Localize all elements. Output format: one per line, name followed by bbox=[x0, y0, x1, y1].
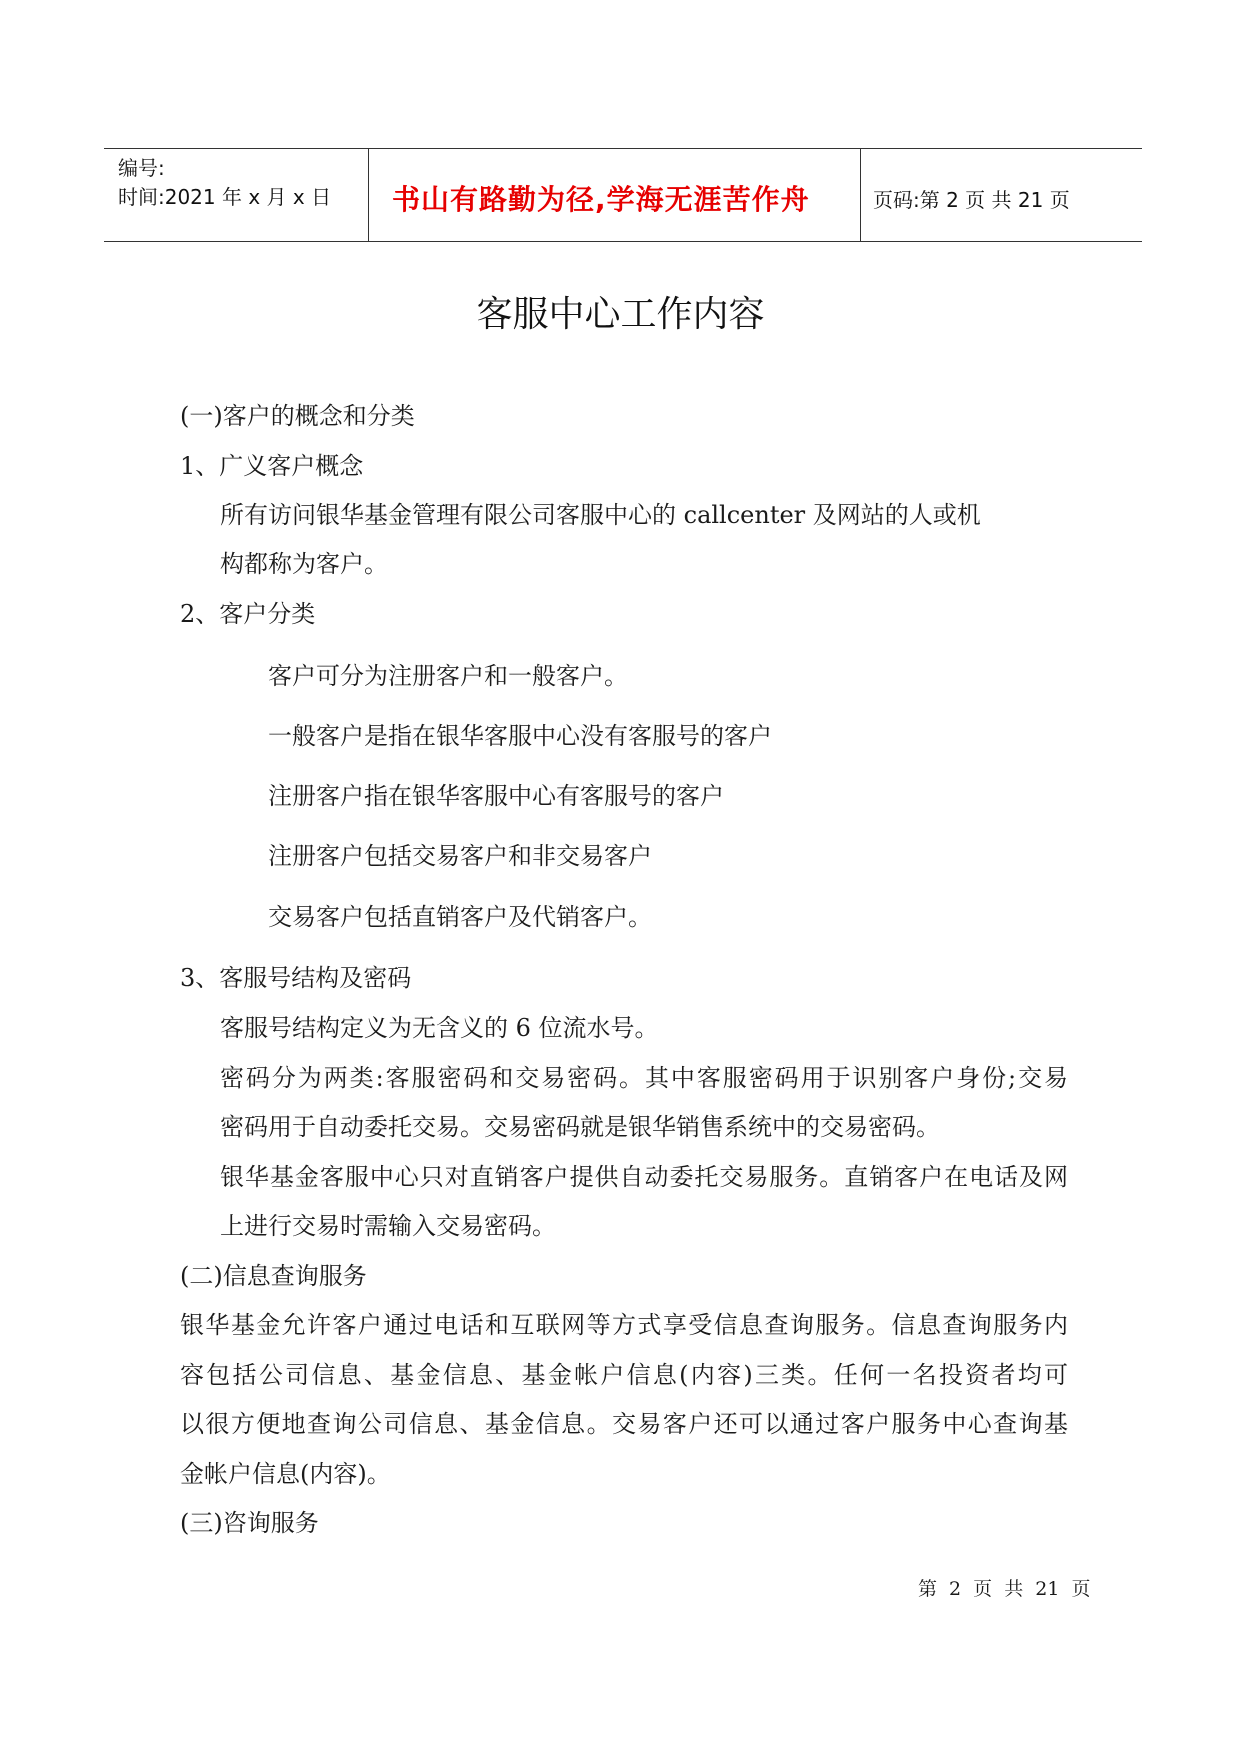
header-divider-right bbox=[860, 148, 861, 241]
header-page-label: 页码:第 2 页 共 21 页 bbox=[873, 188, 1070, 212]
header-divider-left bbox=[368, 148, 369, 241]
list-item: 一般客户是指在银华客服中心没有客服号的客户 bbox=[268, 722, 772, 750]
list-item: 客户可分为注册客户和一般客户。 bbox=[268, 662, 628, 690]
header-bottom-rule bbox=[104, 241, 1142, 242]
section-heading: (一)客户的概念和分类 bbox=[180, 402, 415, 430]
list-item: 注册客户指在银华客服中心有客服号的客户 bbox=[268, 782, 724, 810]
subsection-heading: 3、客服号结构及密码 bbox=[180, 964, 412, 992]
paragraph-line: 客服号结构定义为无含义的 6 位流水号。 bbox=[220, 1014, 659, 1042]
header-top-rule bbox=[104, 148, 1142, 149]
paragraph-line: 金帐户信息(内容)。 bbox=[180, 1460, 391, 1488]
paragraph-line: 构都称为客户。 bbox=[220, 550, 388, 578]
paragraph-line: 容包括公司信息、基金信息、基金帐户信息(内容)三类。任何一名投资者均可 bbox=[180, 1361, 1068, 1389]
list-item: 注册客户包括交易客户和非交易客户 bbox=[268, 842, 652, 870]
paragraph-line: 银华基金允许客户通过电话和互联网等方式享受信息查询服务。信息查询服务内 bbox=[180, 1311, 1068, 1339]
page-footer: 第 2 页 共 21 页 bbox=[918, 1578, 1091, 1600]
header-number-label: 编号: bbox=[118, 156, 165, 180]
section-heading: (三)咨询服务 bbox=[180, 1509, 319, 1537]
header-time-label: 时间:2021 年 x 月 x 日 bbox=[118, 185, 332, 209]
paragraph-line: 密码分为两类:客服密码和交易密码。其中客服密码用于识别客户身份;交易 bbox=[220, 1064, 1068, 1092]
paragraph-line: 以很方便地查询公司信息、基金信息。交易客户还可以通过客户服务中心查询基 bbox=[180, 1410, 1068, 1438]
document-title: 客服中心工作内容 bbox=[476, 294, 765, 335]
subsection-heading: 2、客户分类 bbox=[180, 600, 316, 628]
list-item: 交易客户包括直销客户及代销客户。 bbox=[268, 903, 652, 931]
paragraph-line: 上进行交易时需输入交易密码。 bbox=[220, 1212, 556, 1240]
paragraph-line: 所有访问银华基金管理有限公司客服中心的 callcenter 及网站的人或机 bbox=[220, 501, 981, 529]
header-motto: 书山有路勤为径,学海无涯苦作舟 bbox=[392, 183, 810, 216]
section-heading: (二)信息查询服务 bbox=[180, 1262, 367, 1290]
subsection-heading: 1、广义客户概念 bbox=[180, 452, 364, 480]
paragraph-line: 银华基金客服中心只对直销客户提供自动委托交易服务。直销客户在电话及网 bbox=[220, 1163, 1068, 1191]
paragraph-line: 密码用于自动委托交易。交易密码就是银华销售系统中的交易密码。 bbox=[220, 1113, 940, 1141]
